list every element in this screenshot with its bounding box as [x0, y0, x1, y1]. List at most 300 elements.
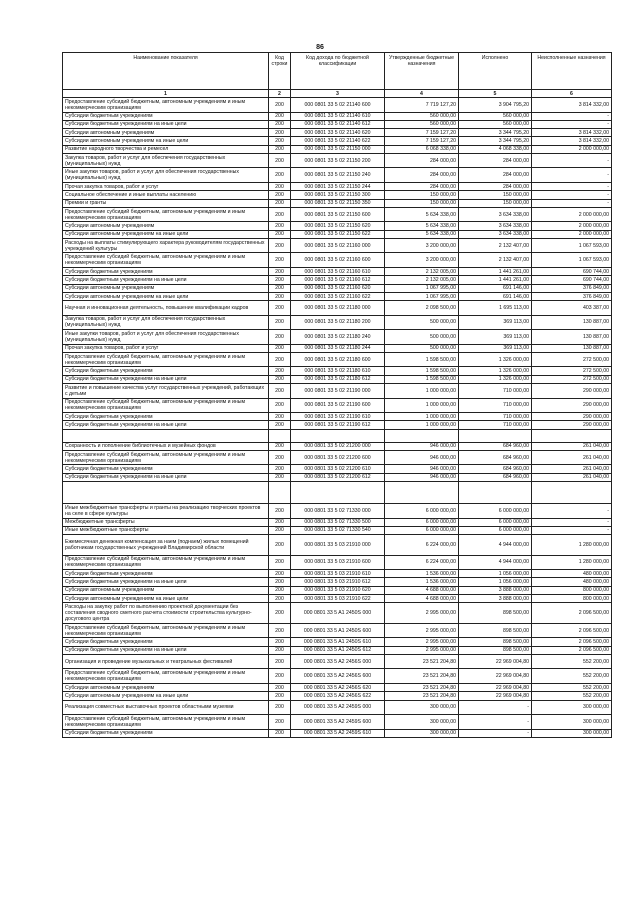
- row-rest-cell: -: [532, 112, 612, 120]
- row-kbk-cell: 000 0801 33 5 02 21150 200: [291, 153, 385, 168]
- row-done-cell: 1 441 261,00: [459, 267, 532, 275]
- column-number-row: [63, 90, 612, 98]
- row-plan-cell: 6 068 338,00: [385, 145, 459, 153]
- row-plan-cell: 1 598 500,00: [385, 375, 459, 383]
- row-rest-cell: 290 000,00: [532, 384, 612, 399]
- row-name-cell: Субсидии бюджетным учреждениям: [63, 267, 269, 275]
- row-plan-cell: 300 000,00: [385, 729, 459, 737]
- row-rest-cell: -: [532, 518, 612, 526]
- row-code-cell: 200: [269, 586, 291, 594]
- row-code-cell: 200: [269, 638, 291, 646]
- row-code-cell: 200: [269, 669, 291, 684]
- row-done-cell: 284 000,00: [459, 182, 532, 190]
- row-code-cell: 200: [269, 222, 291, 230]
- row-code-cell: 200: [269, 344, 291, 352]
- row-code-cell: 200: [269, 421, 291, 429]
- row-name-cell: Субсидии бюджетным учреждениям на иные цели: [63, 578, 269, 586]
- row-done-cell: 560 000,00: [459, 120, 532, 128]
- row-name-cell: Развитие народного творчества и ремесел: [63, 145, 269, 153]
- table-row: [63, 137, 612, 145]
- row-plan-cell: 1 067 995,00: [385, 284, 459, 292]
- col-number: 1: [63, 90, 269, 98]
- table-row: [63, 315, 612, 330]
- row-rest-cell: -: [532, 182, 612, 190]
- row-done-cell: 22 969 004,80: [459, 692, 532, 700]
- row-kbk-cell: 000 0801 33 5 02 71330 000: [291, 504, 385, 519]
- row-rest-cell: 376 849,00: [532, 292, 612, 300]
- row-name-cell: Субсидии бюджетным учреждениям на иные цели: [63, 646, 269, 654]
- row-rest-cell: 290 000,00: [532, 398, 612, 413]
- row-plan-cell: 23 521 204,80: [385, 683, 459, 691]
- row-plan-cell: 2 132 005,00: [385, 276, 459, 284]
- row-code-cell: 200: [269, 168, 291, 183]
- row-kbk-cell: 000 0801 33 5 02 21160 612: [291, 276, 385, 284]
- row-name-cell: [63, 482, 269, 504]
- row-plan-cell: 946 000,00: [385, 450, 459, 465]
- table-row: [63, 191, 612, 199]
- row-code-cell: [269, 482, 291, 504]
- row-name-cell: Предоставление субсидий бюджетным, автономным учреждениям и иным некоммерческим организациям: [63, 623, 269, 638]
- table-row: [63, 375, 612, 383]
- row-kbk-cell: [291, 429, 385, 442]
- row-plan-cell: 2 098 500,00: [385, 301, 459, 316]
- row-done-cell: 684 960,00: [459, 473, 532, 481]
- row-code-cell: 200: [269, 182, 291, 190]
- row-code-cell: 200: [269, 352, 291, 367]
- row-kbk-cell: 000 0801 33 5 02 21140 612: [291, 120, 385, 128]
- row-name-cell: Субсидии автономным учреждениям на иные цели: [63, 692, 269, 700]
- row-done-cell: 1 326 000,00: [459, 367, 532, 375]
- row-done-cell: 6 000 000,00: [459, 518, 532, 526]
- table-row: [63, 129, 612, 137]
- row-rest-cell: 3 814 332,00: [532, 129, 612, 137]
- table-row: [63, 526, 612, 534]
- row-code-cell: 200: [269, 207, 291, 222]
- table-row: [63, 578, 612, 586]
- row-code-cell: 200: [269, 112, 291, 120]
- row-rest-cell: 261 040,00: [532, 473, 612, 481]
- row-code-cell: 200: [269, 473, 291, 481]
- row-kbk-cell: 000 0801 33 5 A2 2456S 620: [291, 683, 385, 691]
- row-kbk-cell: 000 0801 33 5 02 21200 612: [291, 473, 385, 481]
- row-done-cell: 3 634 338,00: [459, 230, 532, 238]
- row-done-cell: 3 344 795,20: [459, 129, 532, 137]
- row-code-cell: 200: [269, 98, 291, 113]
- row-code-cell: 200: [269, 398, 291, 413]
- row-code-cell: 200: [269, 191, 291, 199]
- table-row: [63, 384, 612, 399]
- row-name-cell: Субсидии автономным учреждениям на иные цели: [63, 292, 269, 300]
- row-name-cell: Субсидии автономным учреждениям: [63, 284, 269, 292]
- row-rest-cell: -: [532, 504, 612, 519]
- row-name-cell: Расходы на закупку работ по выполнению проектной документации без составления сводного сметного расчета стоимости строительства культурно-досугового центра: [63, 603, 269, 624]
- row-kbk-cell: 000 0801 33 5 A1 2450S 612: [291, 646, 385, 654]
- table-row: [63, 222, 612, 230]
- table-header-row: [63, 53, 612, 90]
- row-name-cell: Предоставление субсидий бюджетным, автономным учреждениям и иным некоммерческим организациям: [63, 555, 269, 570]
- row-kbk-cell: 000 0801 33 5 03 21910 600: [291, 555, 385, 570]
- row-plan-cell: 23 521 204,80: [385, 669, 459, 684]
- row-code-cell: 200: [269, 153, 291, 168]
- row-rest-cell: 130 887,00: [532, 315, 612, 330]
- table-row: [63, 398, 612, 413]
- row-code-cell: 200: [269, 654, 291, 669]
- table-row: [63, 595, 612, 603]
- row-rest-cell: 800 000,00: [532, 595, 612, 603]
- row-kbk-cell: 000 0801 33 5 02 21150 620: [291, 222, 385, 230]
- col-number: 2: [269, 90, 291, 98]
- row-rest-cell: 300 000,00: [532, 700, 612, 715]
- row-rest-cell: 376 849,00: [532, 284, 612, 292]
- row-rest-cell: 261 040,00: [532, 450, 612, 465]
- row-name-cell: Социальное обеспечение и иные выплаты населению: [63, 191, 269, 199]
- row-rest-cell: 552 200,00: [532, 692, 612, 700]
- row-plan-cell: 5 634 338,00: [385, 230, 459, 238]
- row-done-cell: 2 132 407,00: [459, 253, 532, 268]
- header-budget-code: Код дохода по бюджетной классификации: [291, 53, 385, 90]
- row-name-cell: Предоставление субсидий бюджетным, автономным учреждениям и иным некоммерческим организациям: [63, 450, 269, 465]
- row-done-cell: -: [459, 700, 532, 715]
- row-plan-cell: 1 067 995,00: [385, 292, 459, 300]
- row-code-cell: 200: [269, 504, 291, 519]
- row-code-cell: 200: [269, 145, 291, 153]
- row-name-cell: Предоставление субсидий бюджетным, автономным учреждениям и иным некоммерческим организациям: [63, 98, 269, 113]
- row-code-cell: 200: [269, 137, 291, 145]
- row-kbk-cell: 000 0801 33 5 02 21180 240: [291, 330, 385, 345]
- row-kbk-cell: [291, 482, 385, 504]
- row-plan-cell: 2 995 000,00: [385, 603, 459, 624]
- row-plan-cell: 6 224 000,00: [385, 535, 459, 556]
- row-done-cell: 4 944 000,00: [459, 555, 532, 570]
- col-number: 3: [291, 90, 385, 98]
- row-kbk-cell: 000 0801 33 5 A2 2456S 600: [291, 669, 385, 684]
- row-kbk-cell: 000 0801 33 5 02 21150 240: [291, 168, 385, 183]
- row-done-cell: 1 056 000,00: [459, 570, 532, 578]
- row-rest-cell: 130 887,00: [532, 344, 612, 352]
- row-code-cell: 200: [269, 375, 291, 383]
- row-plan-cell: 4 688 000,00: [385, 586, 459, 594]
- row-plan-cell: 4 688 000,00: [385, 595, 459, 603]
- row-kbk-cell: 000 0801 33 5 02 21180 612: [291, 375, 385, 383]
- row-code-cell: 200: [269, 578, 291, 586]
- row-rest-cell: 1 280 000,00: [532, 535, 612, 556]
- row-rest-cell: -: [532, 199, 612, 207]
- row-rest-cell: 1 067 593,00: [532, 253, 612, 268]
- row-name-cell: Прочая закупка товаров, работ и услуг: [63, 182, 269, 190]
- row-rest-cell: 272 500,00: [532, 352, 612, 367]
- row-plan-cell: 300 000,00: [385, 715, 459, 730]
- row-plan-cell: 1 536 000,00: [385, 578, 459, 586]
- row-code-cell: 200: [269, 267, 291, 275]
- row-code-cell: 200: [269, 253, 291, 268]
- table-row: [63, 230, 612, 238]
- row-plan-cell: 23 521 204,80: [385, 692, 459, 700]
- row-name-cell: Закупка товаров, работ и услуг для обеспечения государственных (муниципальных) нужд: [63, 315, 269, 330]
- row-name-cell: Предоставление субсидий бюджетным, автономным учреждениям и иным некоммерческим организациям: [63, 669, 269, 684]
- row-kbk-cell: 000 0801 33 5 02 21150 622: [291, 230, 385, 238]
- row-name-cell: Предоставление субсидий бюджетным, автономным учреждениям и иным некоммерческим организациям: [63, 207, 269, 222]
- table-row: [63, 301, 612, 316]
- row-code-cell: 200: [269, 367, 291, 375]
- row-name-cell: Субсидии бюджетным учреждениям: [63, 367, 269, 375]
- row-plan-cell: 150 000,00: [385, 191, 459, 199]
- row-rest-cell: 2 096 500,00: [532, 638, 612, 646]
- row-done-cell: 3 888 000,00: [459, 595, 532, 603]
- table-row: [63, 145, 612, 153]
- table-row: [63, 153, 612, 168]
- row-done-cell: 150 000,00: [459, 199, 532, 207]
- row-kbk-cell: 000 0801 33 5 A1 2450S 610: [291, 638, 385, 646]
- row-code-cell: 200: [269, 301, 291, 316]
- row-name-cell: Иные закупки товаров, работ и услуг для обеспечения государственных (муниципальных) нужд: [63, 330, 269, 345]
- table-row: [63, 504, 612, 519]
- row-kbk-cell: 000 0801 33 5 02 21160 600: [291, 253, 385, 268]
- table-row: [63, 473, 612, 481]
- row-rest-cell: 2 096 500,00: [532, 646, 612, 654]
- row-plan-cell: 150 000,00: [385, 199, 459, 207]
- row-code-cell: 200: [269, 692, 291, 700]
- table-row: [63, 253, 612, 268]
- row-kbk-cell: 000 0801 33 5 A2 2459S 000: [291, 700, 385, 715]
- row-kbk-cell: 000 0801 33 5 02 21200 610: [291, 465, 385, 473]
- table-row: [63, 199, 612, 207]
- row-plan-cell: 1 000 000,00: [385, 384, 459, 399]
- row-kbk-cell: 000 0801 33 5 A2 2459S 600: [291, 715, 385, 730]
- row-done-cell: 1 695 113,00: [459, 301, 532, 316]
- table-row: [63, 207, 612, 222]
- row-kbk-cell: 000 0801 33 5 02 21140 620: [291, 129, 385, 137]
- row-kbk-cell: 000 0801 33 5 02 71330 500: [291, 518, 385, 526]
- row-name-cell: Предоставление субсидий бюджетным, автономным учреждениям и иным некоммерческим организациям: [63, 253, 269, 268]
- row-rest-cell: 1 067 593,00: [532, 238, 612, 253]
- row-plan-cell: 7 159 127,20: [385, 129, 459, 137]
- row-done-cell: 3 904 795,20: [459, 98, 532, 113]
- row-rest-cell: 690 744,00: [532, 276, 612, 284]
- row-name-cell: Субсидии автономным учреждениям на иные цели: [63, 230, 269, 238]
- row-done-cell: 3 888 000,00: [459, 586, 532, 594]
- table-row: [63, 570, 612, 578]
- row-plan-cell: 6 000 000,00: [385, 518, 459, 526]
- row-kbk-cell: 000 0801 33 5 A1 2450S 600: [291, 623, 385, 638]
- row-kbk-cell: 000 0801 33 5 02 21150 600: [291, 207, 385, 222]
- row-name-cell: Развитие и повышение качества услуг государственных учреждений, работающих с детьми: [63, 384, 269, 399]
- row-done-cell: [459, 482, 532, 504]
- row-code-cell: 200: [269, 384, 291, 399]
- row-kbk-cell: 000 0801 33 5 02 21190 610: [291, 413, 385, 421]
- row-kbk-cell: 000 0801 33 5 02 71330 540: [291, 526, 385, 534]
- row-code-cell: 200: [269, 603, 291, 624]
- row-plan-cell: 1 000 000,00: [385, 398, 459, 413]
- row-name-cell: Ежемесячная денежная компенсация за наем (поднаем) жилых помещений работникам государственных учреждений Владимирской области: [63, 535, 269, 556]
- row-code-cell: 200: [269, 535, 291, 556]
- row-name-cell: Субсидии бюджетным учреждениям на иные цели: [63, 276, 269, 284]
- row-rest-cell: 261 040,00: [532, 442, 612, 450]
- row-rest-cell: 2 000 000,00: [532, 222, 612, 230]
- table-row: [63, 284, 612, 292]
- row-done-cell: 3 344 795,20: [459, 137, 532, 145]
- row-done-cell: 898 500,00: [459, 623, 532, 638]
- row-name-cell: Субсидии автономным учреждениям: [63, 586, 269, 594]
- row-kbk-cell: 000 0801 33 5 02 21190 600: [291, 398, 385, 413]
- table-row: [63, 692, 612, 700]
- row-rest-cell: -: [532, 153, 612, 168]
- row-rest-cell: 1 280 000,00: [532, 555, 612, 570]
- header-approved: Утвержденные бюджетные назначения: [385, 53, 459, 90]
- row-name-cell: Субсидии автономным учреждениям: [63, 129, 269, 137]
- header-line-code: Код строки: [269, 53, 291, 90]
- row-code-cell: 200: [269, 120, 291, 128]
- row-name-cell: Субсидии автономным учреждениям: [63, 222, 269, 230]
- row-done-cell: 22 969 004,80: [459, 669, 532, 684]
- row-code-cell: 200: [269, 729, 291, 737]
- row-name-cell: Предоставление субсидий бюджетным, автономным учреждениям и иным некоммерческим организациям: [63, 715, 269, 730]
- row-name-cell: Субсидии бюджетным учреждениям на иные цели: [63, 473, 269, 481]
- row-plan-cell: 500 000,00: [385, 330, 459, 345]
- row-rest-cell: [532, 482, 612, 504]
- row-name-cell: Иные межбюджетные трансферты и гранты на реализацию творческих проектов на селе в сфере культуры: [63, 504, 269, 519]
- row-kbk-cell: 000 0801 33 5 03 21910 000: [291, 535, 385, 556]
- row-plan-cell: 1 598 500,00: [385, 367, 459, 375]
- row-code-cell: 200: [269, 555, 291, 570]
- table-row: [63, 518, 612, 526]
- row-done-cell: 898 500,00: [459, 638, 532, 646]
- row-plan-cell: 500 000,00: [385, 315, 459, 330]
- header-executed: Исполнено: [459, 53, 532, 90]
- table-row: [63, 429, 612, 442]
- table-row: [63, 638, 612, 646]
- row-done-cell: 284 000,00: [459, 168, 532, 183]
- row-rest-cell: 690 744,00: [532, 267, 612, 275]
- row-kbk-cell: 000 0801 33 5 02 21180 600: [291, 352, 385, 367]
- row-done-cell: 898 500,00: [459, 646, 532, 654]
- table-row: [63, 715, 612, 730]
- table-row: [63, 442, 612, 450]
- row-code-cell: 200: [269, 199, 291, 207]
- table-body: [63, 98, 612, 738]
- row-plan-cell: 23 521 204,80: [385, 654, 459, 669]
- row-code-cell: 200: [269, 238, 291, 253]
- row-code-cell: 200: [269, 683, 291, 691]
- row-rest-cell: 403 387,00: [532, 301, 612, 316]
- row-kbk-cell: 000 0801 33 5 A1 2450S 000: [291, 603, 385, 624]
- row-name-cell: Предоставление субсидий бюджетным, автономным учреждениям и иным некоммерческим организациям: [63, 398, 269, 413]
- row-rest-cell: 2 096 500,00: [532, 603, 612, 624]
- table-row: [63, 482, 612, 504]
- row-plan-cell: 5 634 338,00: [385, 207, 459, 222]
- table-row: [63, 535, 612, 556]
- table-row: [63, 669, 612, 684]
- row-name-cell: Субсидии бюджетным учреждениям: [63, 729, 269, 737]
- row-name-cell: Предоставление субсидий бюджетным, автономным учреждениям и иным некоммерческим организациям: [63, 352, 269, 367]
- row-done-cell: 1 056 000,00: [459, 578, 532, 586]
- row-rest-cell: 3 814 332,00: [532, 98, 612, 113]
- row-kbk-cell: 000 0801 33 5 02 21190 000: [291, 384, 385, 399]
- row-plan-cell: 6 224 000,00: [385, 555, 459, 570]
- row-code-cell: 200: [269, 413, 291, 421]
- row-name-cell: Субсидии бюджетным учреждениям на иные цели: [63, 120, 269, 128]
- row-rest-cell: 130 887,00: [532, 330, 612, 345]
- row-plan-cell: 7 719 127,20: [385, 98, 459, 113]
- row-kbk-cell: 000 0801 33 5 02 21150 350: [291, 199, 385, 207]
- table-row: [63, 421, 612, 429]
- row-name-cell: Субсидии автономным учреждениям на иные цели: [63, 595, 269, 603]
- row-plan-cell: 1 598 500,00: [385, 352, 459, 367]
- row-done-cell: 684 960,00: [459, 465, 532, 473]
- row-rest-cell: 552 200,00: [532, 669, 612, 684]
- row-plan-cell: [385, 482, 459, 504]
- row-done-cell: 4 944 000,00: [459, 535, 532, 556]
- row-code-cell: 200: [269, 595, 291, 603]
- row-kbk-cell: 000 0801 33 5 02 21160 610: [291, 267, 385, 275]
- table-row: [63, 623, 612, 638]
- row-done-cell: 691 146,00: [459, 292, 532, 300]
- table-row: [63, 465, 612, 473]
- row-kbk-cell: 000 0801 33 5 A2 2456S 000: [291, 654, 385, 669]
- row-name-cell: Закупка товаров, работ и услуг для обеспечения государственных (муниципальных) нужд: [63, 153, 269, 168]
- row-code-cell: 200: [269, 284, 291, 292]
- table-row: [63, 267, 612, 275]
- row-code-cell: 200: [269, 623, 291, 638]
- row-kbk-cell: 000 0801 33 5 02 21160 000: [291, 238, 385, 253]
- table-row: [63, 112, 612, 120]
- row-code-cell: 200: [269, 646, 291, 654]
- row-rest-cell: 272 500,00: [532, 375, 612, 383]
- table-row: [63, 238, 612, 253]
- row-code-cell: 200: [269, 330, 291, 345]
- row-done-cell: 3 634 338,00: [459, 222, 532, 230]
- row-kbk-cell: 000 0801 33 5 02 21200 000: [291, 442, 385, 450]
- table-row: [63, 586, 612, 594]
- row-done-cell: 3 634 338,00: [459, 207, 532, 222]
- row-kbk-cell: 000 0801 33 5 02 21140 622: [291, 137, 385, 145]
- row-done-cell: 1 326 000,00: [459, 352, 532, 367]
- col-number: 4: [385, 90, 459, 98]
- row-plan-cell: 284 000,00: [385, 168, 459, 183]
- row-name-cell: Субсидии бюджетным учреждениям на иные цели: [63, 421, 269, 429]
- row-rest-cell: 290 000,00: [532, 421, 612, 429]
- row-code-cell: 200: [269, 315, 291, 330]
- row-code-cell: 200: [269, 129, 291, 137]
- table-row: [63, 352, 612, 367]
- row-code-cell: 200: [269, 442, 291, 450]
- row-done-cell: 898 500,00: [459, 603, 532, 624]
- row-plan-cell: 284 000,00: [385, 153, 459, 168]
- table-row: [63, 98, 612, 113]
- row-done-cell: 710 000,00: [459, 413, 532, 421]
- row-plan-cell: 6 000 000,00: [385, 504, 459, 519]
- row-name-cell: Субсидии бюджетным учреждениям: [63, 465, 269, 473]
- row-rest-cell: 480 000,00: [532, 570, 612, 578]
- header-indicator-name: Наименование показателя: [63, 53, 269, 90]
- row-plan-cell: [385, 429, 459, 442]
- table-row: [63, 683, 612, 691]
- row-name-cell: Расходы на выплаты стимулирующего характера руководителям государственных учреждений культуры: [63, 238, 269, 253]
- table-row: [63, 120, 612, 128]
- row-name-cell: Научная и инновационная деятельность, повышение квалификации кадров: [63, 301, 269, 316]
- table-row: [63, 344, 612, 352]
- row-plan-cell: 3 200 000,00: [385, 238, 459, 253]
- row-kbk-cell: 000 0801 33 5 02 21150 244: [291, 182, 385, 190]
- row-code-cell: 200: [269, 715, 291, 730]
- row-rest-cell: -: [532, 191, 612, 199]
- row-plan-cell: 2 995 000,00: [385, 623, 459, 638]
- row-plan-cell: 2 995 000,00: [385, 638, 459, 646]
- row-rest-cell: 300 000,00: [532, 715, 612, 730]
- row-name-cell: Межбюджетные трансферты: [63, 518, 269, 526]
- table-row: [63, 367, 612, 375]
- col-number: 5: [459, 90, 532, 98]
- row-name-cell: [63, 429, 269, 442]
